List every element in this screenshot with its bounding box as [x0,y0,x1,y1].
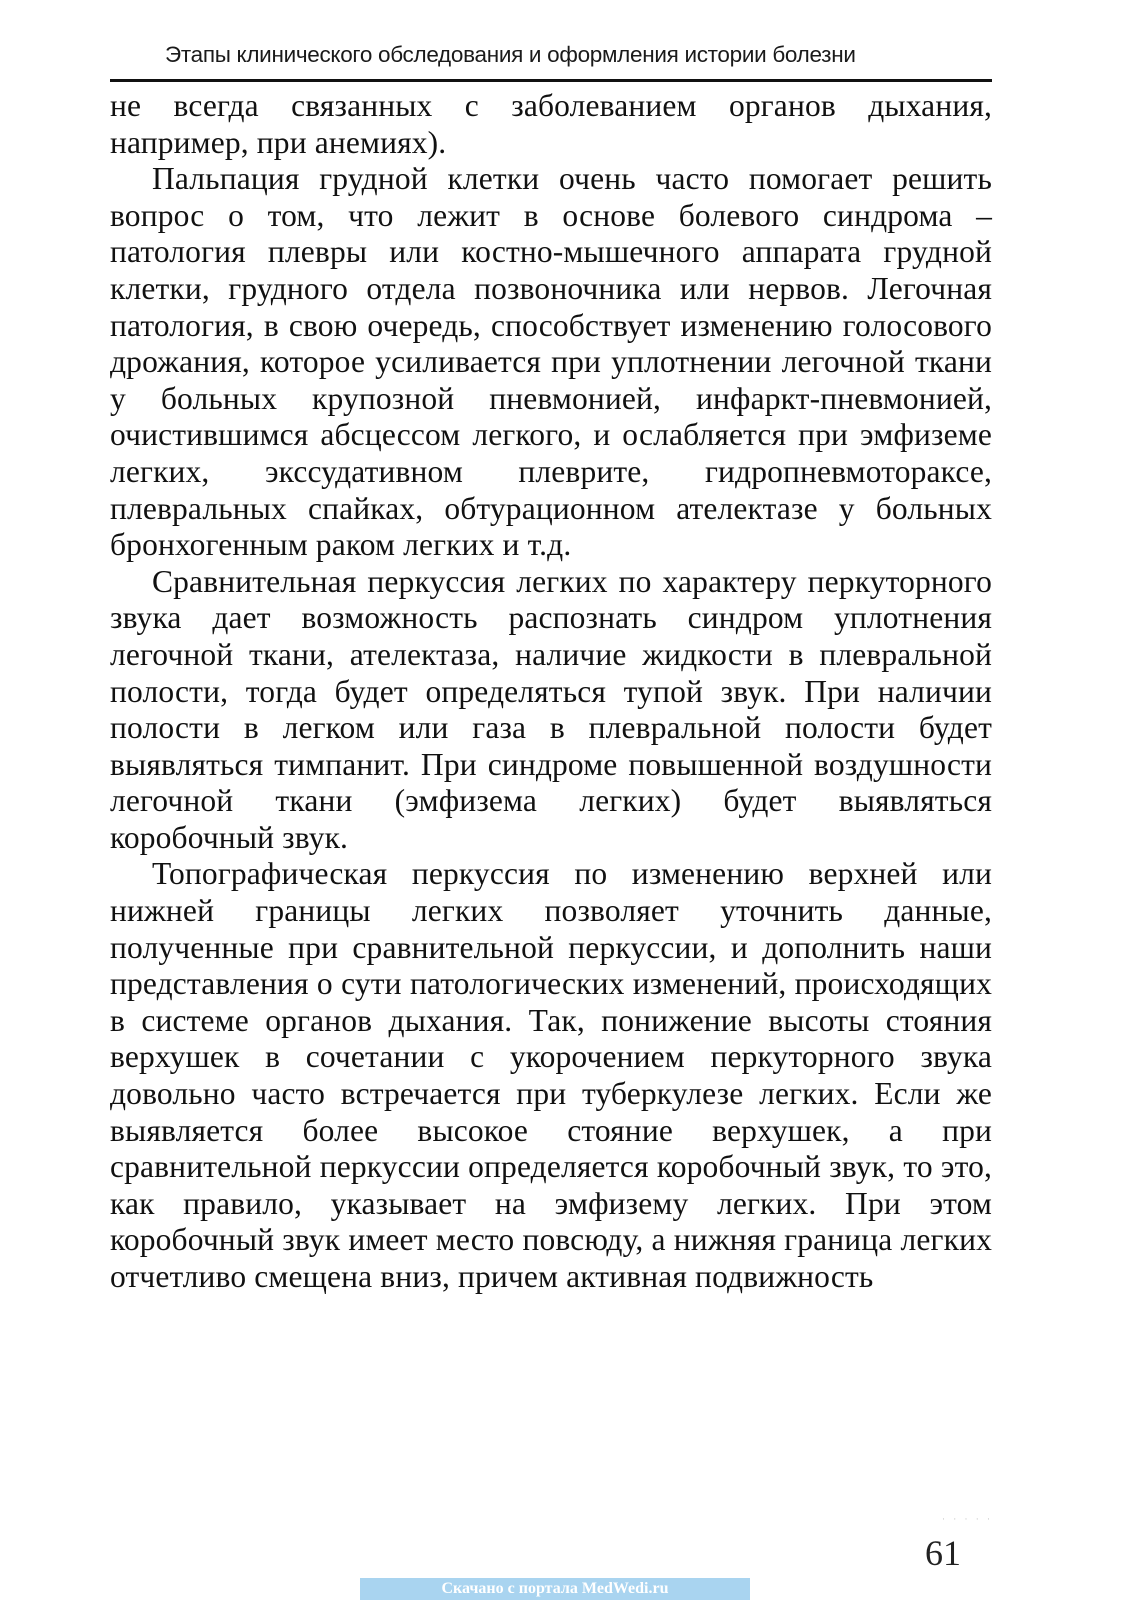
running-header: Этапы клинического обследования и оформления истории болезни [165,42,856,67]
source-watermark: Скачано с портала MedWedi.ru [360,1578,750,1600]
paragraph-palpation: Пальпация грудной клетки очень часто помогает решить вопрос о том, что лежит в основе болевого синдрома – патология плевры или костно-мышечного аппарата грудной клетки, грудного отдела позвоночника или нервов. Легочная патология, в свою очередь, способствует изменению голосового дрожания, которое усиливается при уплотнении легочной ткани у больных крупозной пневмонией, инфаркт-пневмонией, очистившимся абсцессом легкого, и ослабляется при эмфиземе легких, экссудативном плеврите, гидропневмотораксе, плевральных спайках, обтурационном ателектазе у больных бронхогенным раком легких и т.д. [110,161,992,563]
paragraph-comparative-percussion: Сравнительная перкуссия легких по характеру перкуторного звука дает возможность распознать синдром уплотнения легочной ткани, ателектаза, наличие жидкости в плевральной полости, тогда будет определяться тупой звук. При наличии полости в легком или газа в плевральной полости будет выявляться тимпанит. При синдроме повышенной воздушности легочной ткани (эмфизема легких) будет выявляться коробочный звук. [110,563,992,855]
page-body [110,88,992,1296]
page-number: 61 [925,1533,961,1573]
paragraph-continuation: не всегда связанных с заболеванием органов дыхания, например, при анемиях). [110,88,992,160]
scan-artifact-dots: · · · · · [942,1514,993,1524]
header-divider [110,79,992,82]
paragraph-topographic-percussion: Топографическая перкуссия по изменению верхней или нижней границы легких позволяет уточнить данные, полученные при сравнительной перкуссии, и дополнить наши представления о сути патологических изменений, происходящих в системе органов дыхания. Так, понижение высоты стояния верхушек в сочетании с укорочением перкуторного звука довольно часто встречается при туберкулезе легких. Если же выявляется более высокое стояние верхушек, а при сравнительной перкуссии определяется коробочный звук, то это, как правило, указывает на эмфизему легких. При этом коробочный звук имеет место повсюду, а нижняя граница легких отчетливо смещена вниз, причем активная подвижность [110,856,992,1294]
